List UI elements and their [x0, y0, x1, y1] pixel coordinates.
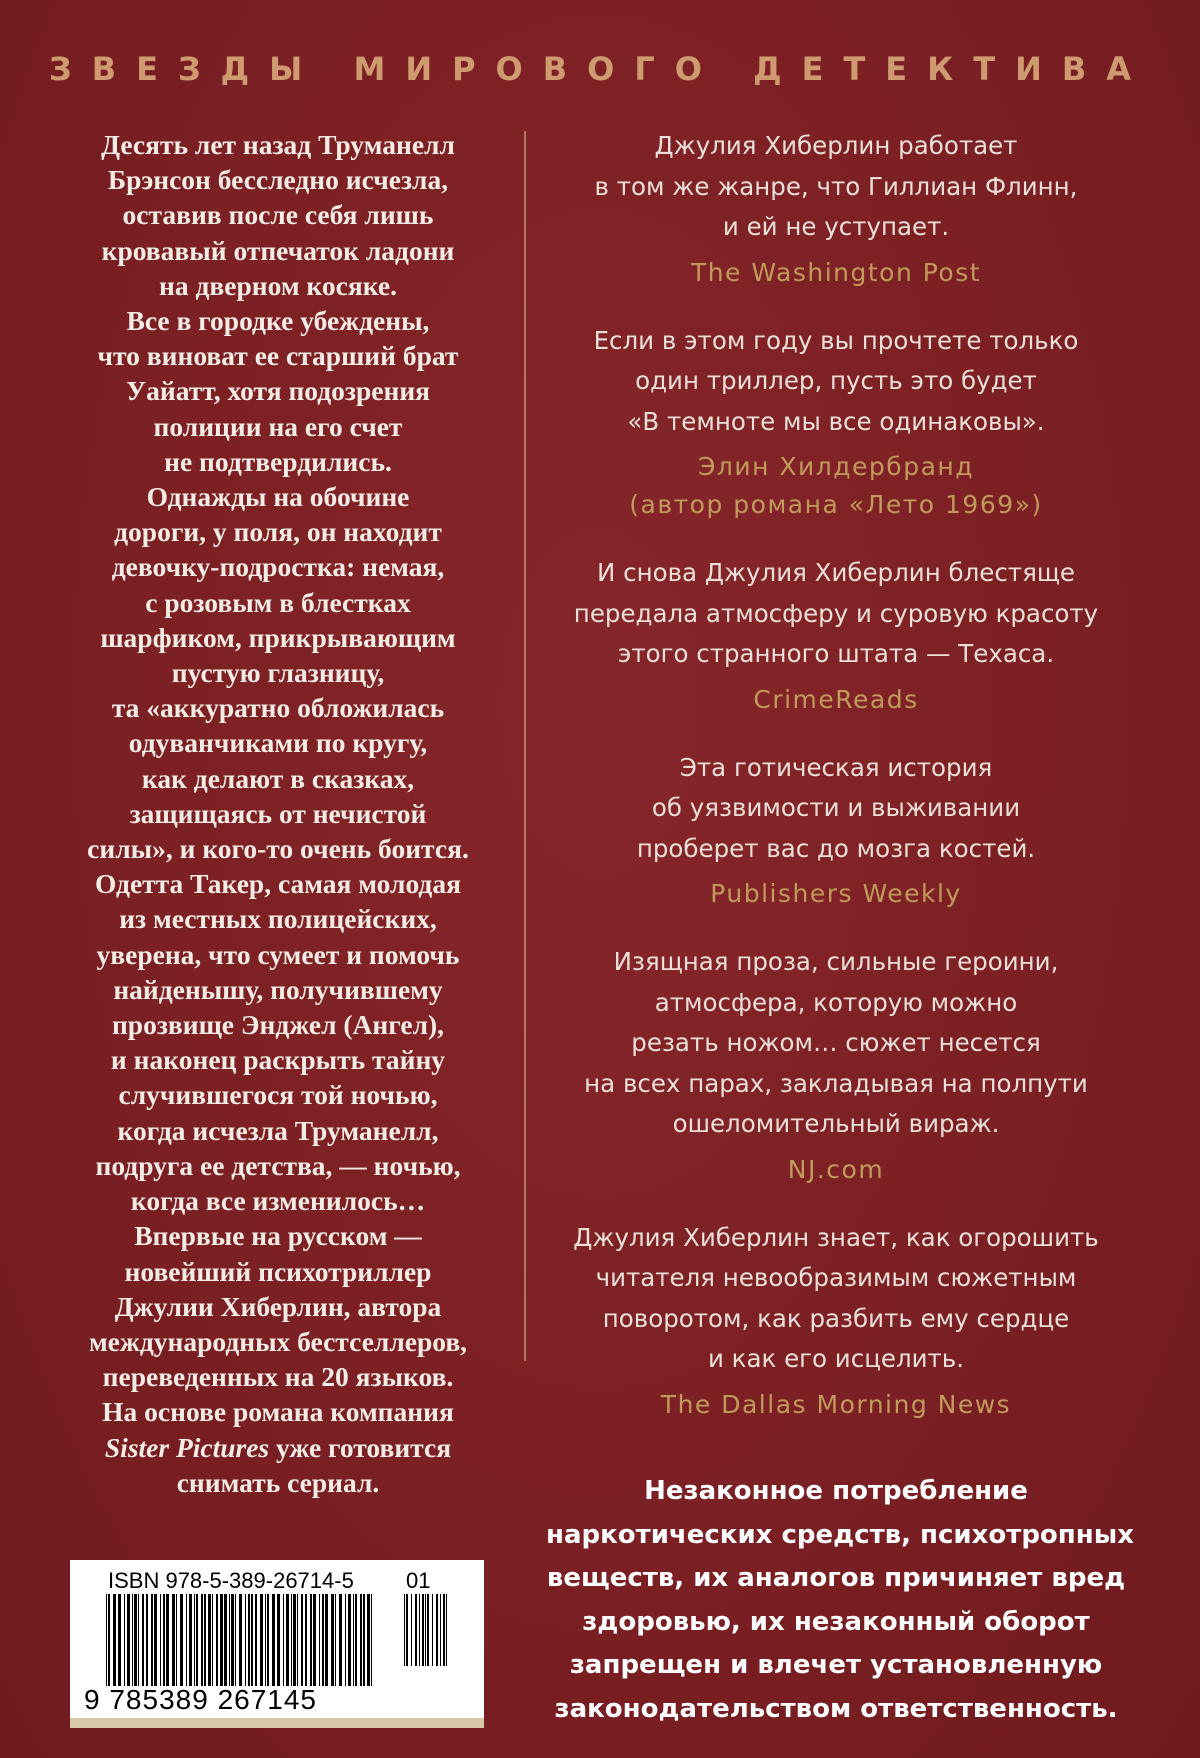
blurb-line: как делают в сказках, — [141, 762, 415, 794]
blurb-line: и наконец раскрыть тайну — [110, 1044, 446, 1076]
review-source-line: NJ.com — [787, 1154, 885, 1184]
barcode-bar — [411, 1594, 412, 1666]
barcode-bar — [108, 1594, 110, 1686]
barcode-bar — [301, 1594, 303, 1686]
barcode-bar — [267, 1594, 269, 1686]
barcode-bar — [291, 1594, 292, 1686]
barcode-bar — [172, 1594, 175, 1686]
review-source — [546, 254, 1126, 292]
review-quote — [546, 1218, 1126, 1380]
barcode-bar — [176, 1594, 177, 1686]
blurb-line: девочку-подростка: немая, — [111, 551, 445, 583]
blurb-line: Однажды на обочине — [146, 481, 410, 513]
barcode-bar — [272, 1594, 275, 1686]
review — [546, 126, 1126, 292]
barcode-bar — [245, 1594, 246, 1686]
barcode-bar — [160, 1594, 161, 1686]
blurb-line: Джулии Хиберлин, автора — [114, 1290, 442, 1322]
barcode-bar — [297, 1594, 298, 1686]
isbn-number: ISBN 978-5-389-26714-5 — [108, 1568, 354, 1593]
isbn-barcode — [70, 1560, 484, 1728]
blurb-line: когда все изменилось… — [130, 1185, 426, 1217]
blurb-line: уверена, что сумеет и помочь — [96, 938, 460, 970]
barcode-bar — [305, 1594, 307, 1686]
review-source-line: CrimeReads — [753, 684, 919, 714]
barcode-bar — [335, 1594, 336, 1686]
barcode-bar — [404, 1594, 405, 1666]
barcode-bar — [134, 1594, 137, 1686]
column-divider — [524, 131, 526, 1361]
ean-digits: 9 785389 267145 — [84, 1684, 317, 1715]
barcode-bars — [106, 1594, 376, 1686]
barcode-bar — [440, 1594, 441, 1666]
review-quote-line: в том же жанре, что Гиллиан Флинн, — [594, 171, 1078, 201]
review-spacer — [546, 1189, 1126, 1218]
blurb-line: одуванчиками по кругу, — [128, 727, 428, 759]
blurb-line: случившегося той ночью, — [118, 1079, 438, 1111]
blurb-line: снимать сериал. — [176, 1466, 380, 1498]
review-spacer — [546, 719, 1126, 748]
series-title: ЗВЕЗДЫ МИРОВОГО ДЕТЕКТИВА — [48, 50, 1152, 88]
barcode-bar — [355, 1594, 357, 1686]
barcode-bar — [360, 1594, 362, 1686]
blurb-company-name: Sister Pictures — [104, 1431, 270, 1463]
warning-line: наркотических средств, психотропных — [546, 1519, 1134, 1550]
blurb-line: новейший психотриллер — [124, 1255, 432, 1287]
barcode-bar — [310, 1594, 312, 1686]
barcode-bar — [367, 1594, 370, 1686]
blurb-line: полиции на его счет — [153, 410, 403, 442]
blurb-line: Уайатт, хотя подозрения — [125, 375, 431, 407]
barcode-bar — [224, 1594, 227, 1686]
review-quote-line: об уязвимости и выживании — [651, 793, 1021, 822]
barcode-bar — [283, 1594, 284, 1686]
blurb-line: не подтвердились. — [164, 445, 392, 477]
barcode-bar — [186, 1594, 187, 1686]
barcode-bar — [106, 1594, 107, 1686]
blurb-line: прозвище Энджел (Ангел), — [111, 1009, 445, 1041]
barcode-bar — [127, 1594, 130, 1686]
review-source-line: The Washington Post — [690, 257, 982, 287]
review-source — [546, 875, 1126, 913]
blurb-line: международных бестселлеров, — [88, 1325, 468, 1357]
barcode-bar — [319, 1594, 320, 1686]
review-quote-line: Эта готическая история — [679, 752, 993, 782]
barcode-bar — [443, 1594, 445, 1666]
review-quote-line: и ей не уступает. — [722, 212, 950, 241]
review-quote-line: «В темноте мы все одинаковы». — [627, 406, 1045, 436]
review-source-line: (автор романа «Лето 1969») — [629, 490, 1043, 519]
review — [546, 748, 1126, 914]
barcode-bar — [166, 1594, 169, 1686]
review-quote-line: Если в этом году вы прочтете только — [593, 325, 1079, 355]
barcode-bar — [422, 1594, 424, 1666]
drug-warning — [546, 1470, 1134, 1731]
barcode-bar — [255, 1594, 257, 1686]
review-quote-line: ошеломительный вираж. — [672, 1109, 1000, 1138]
review-quote-line: передала атмосферу и суровую красоту — [573, 598, 1099, 628]
barcode-bar — [113, 1594, 116, 1686]
barcode-bar — [425, 1594, 426, 1666]
barcode-bar — [432, 1594, 433, 1666]
blurb-line: Брэнсон бесследно исчезла, — [107, 164, 449, 196]
barcode-bar — [265, 1594, 266, 1686]
barcode-bar — [313, 1594, 316, 1686]
blurb-line: из местных полицейских, — [119, 903, 437, 935]
barcode-bar — [339, 1594, 342, 1686]
blurb-line: силы», и кого-то очень боится. — [87, 833, 469, 865]
warning-line: законодательством ответственность. — [554, 1693, 1118, 1724]
barcode-bar — [436, 1594, 438, 1666]
review-source — [546, 1386, 1126, 1424]
barcode-bar — [251, 1594, 253, 1686]
blurb-line: подруга ее детства, — ночью, — [95, 1149, 461, 1181]
barcode-bar — [180, 1594, 183, 1686]
blurb-line: Впервые на русском — — [134, 1220, 422, 1252]
reviews-column — [546, 126, 1126, 1424]
barcode-bar — [154, 1594, 157, 1686]
barcode-bar — [415, 1594, 417, 1666]
barcode-bar — [427, 1594, 429, 1666]
barcode-bar — [151, 1594, 153, 1686]
barcode-bar — [208, 1594, 211, 1686]
barcode-bar — [204, 1594, 206, 1686]
barcode-bar — [322, 1594, 324, 1686]
barcode-bar — [132, 1594, 133, 1686]
barcode-bar — [216, 1594, 218, 1686]
review-quote-line: Джулия Хиберлин знает, как огорошить — [573, 1222, 1099, 1252]
review — [546, 1218, 1126, 1424]
barcode-bar — [229, 1594, 230, 1686]
barcode-bar — [286, 1594, 289, 1686]
blurb-line: шарфиком, прикрывающим — [100, 621, 456, 653]
barcode-bar — [325, 1594, 328, 1686]
barcode-bar — [138, 1594, 139, 1686]
barcode-bar — [277, 1594, 280, 1686]
barcode-bar — [220, 1594, 223, 1686]
review-source — [546, 1151, 1126, 1189]
book-blurb — [58, 127, 498, 1500]
barcode-addon-bars — [404, 1594, 450, 1666]
review — [546, 321, 1126, 525]
review-spacer — [546, 292, 1126, 321]
review-source — [546, 448, 1126, 524]
barcode-bar — [189, 1594, 192, 1686]
blurb-line: найденышу, получившему — [113, 973, 443, 1005]
review-quote-line: этого странного штата — Техаса. — [617, 639, 1055, 668]
review-source — [546, 681, 1126, 719]
blurb-line: Все в городке убеждены, — [126, 305, 430, 337]
barcode-bar — [196, 1594, 198, 1686]
barcode-bar — [235, 1594, 236, 1686]
blurb-line: Десять лет назад Труманелл — [101, 129, 455, 160]
blurb-line: оставив после себя лишь — [122, 199, 434, 231]
review-quote-line: Изящная проза, сильные героини, — [613, 947, 1059, 976]
review-source-line: The Dallas Morning News — [660, 1389, 1012, 1419]
blurb-line: На основе романа компания — [102, 1396, 454, 1428]
warning-line: здоровью, их незаконный оборот — [582, 1606, 1090, 1637]
barcode-bar — [146, 1594, 148, 1686]
review-quote — [546, 748, 1126, 870]
barcode-bar — [118, 1594, 121, 1686]
review-quote — [546, 553, 1126, 675]
barcode-bar — [353, 1594, 354, 1686]
barcode-addon-number: 01 — [406, 1568, 431, 1593]
review — [546, 942, 1126, 1189]
barcode-bar — [331, 1594, 334, 1686]
review-quote — [546, 321, 1126, 443]
barcode-bar — [371, 1594, 372, 1686]
review-quote-line: проберет вас до мозга костей. — [636, 833, 1036, 863]
blurb-line — [58, 1430, 498, 1465]
blurb-line: дороги, у поля, он находит — [114, 516, 442, 548]
review-spacer — [546, 913, 1126, 942]
blurb-line: кровавый отпечаток ладони — [101, 234, 455, 266]
blurb-line: когда исчезла Труманелл, — [117, 1114, 439, 1146]
blurb-line: с розовым в блестках — [145, 586, 411, 618]
review-quote-line: И снова Джулия Хиберлин блестяще — [597, 558, 1075, 587]
barcode-bar — [248, 1594, 250, 1686]
barcode-bar — [212, 1594, 213, 1686]
warning-line: веществ, их аналогов причиняет вред — [546, 1563, 1126, 1593]
barcode-bar — [406, 1594, 408, 1666]
review-spacer — [546, 524, 1126, 553]
barcode-bar — [345, 1594, 346, 1686]
barcode-bar — [348, 1594, 351, 1686]
barcode-bar — [363, 1594, 365, 1686]
warning-line: запрещен и влечет установленную — [569, 1650, 1103, 1680]
barcode-bar — [293, 1594, 296, 1686]
blurb-line: Одетта Такер, самая молодая — [95, 868, 461, 900]
barcode-bar — [194, 1594, 195, 1686]
barcode-bar — [260, 1594, 263, 1686]
review-quote — [546, 942, 1126, 1145]
review-source-line: Элин Хилдербранд — [697, 452, 975, 481]
blurb-line: переведенных на 20 языков. — [102, 1361, 454, 1393]
blurb-line: что виноват ее старший брат — [97, 340, 459, 372]
warning-line: Незаконное потребление — [644, 1476, 1028, 1506]
barcode-bar — [239, 1594, 242, 1686]
review-source-line: Publishers Weekly — [710, 879, 962, 908]
review-quote-line: и как его исцелить. — [707, 1344, 965, 1373]
blurb-line: защищаясь от нечистой — [129, 797, 427, 829]
review-quote-line: читателя невообразимым сюжетным — [595, 1263, 1077, 1292]
review-quote-line: Джулия Хиберлин работает — [654, 131, 1018, 160]
review-quote — [546, 126, 1126, 248]
barcode-bar — [124, 1594, 125, 1686]
review-quote-line: резать ножом… сюжет несется — [631, 1028, 1041, 1057]
barcode-bar — [446, 1594, 447, 1666]
review-quote-line: атмосфера, которую можно — [654, 987, 1018, 1017]
barcode-bar — [231, 1594, 234, 1686]
blurb-line: пустую глазницу, — [171, 657, 385, 689]
review — [546, 553, 1126, 719]
blurb-line: та «аккуратно обложилась — [111, 692, 445, 724]
barcode-bar — [163, 1594, 165, 1686]
review-quote-line: поворотом, как разбить ему сердце — [602, 1303, 1070, 1333]
review-quote-line: один триллер, пусть это будет — [635, 366, 1037, 395]
barcode-bar — [142, 1594, 144, 1686]
blurb-line-rest: уже готовится — [269, 1431, 452, 1463]
blurb-line: на дверном косяке. — [159, 269, 397, 301]
barcode-bar — [419, 1594, 420, 1666]
barcode-bar — [201, 1594, 203, 1686]
review-quote-line: на всех парах, закладывая на полпути — [584, 1068, 1088, 1098]
